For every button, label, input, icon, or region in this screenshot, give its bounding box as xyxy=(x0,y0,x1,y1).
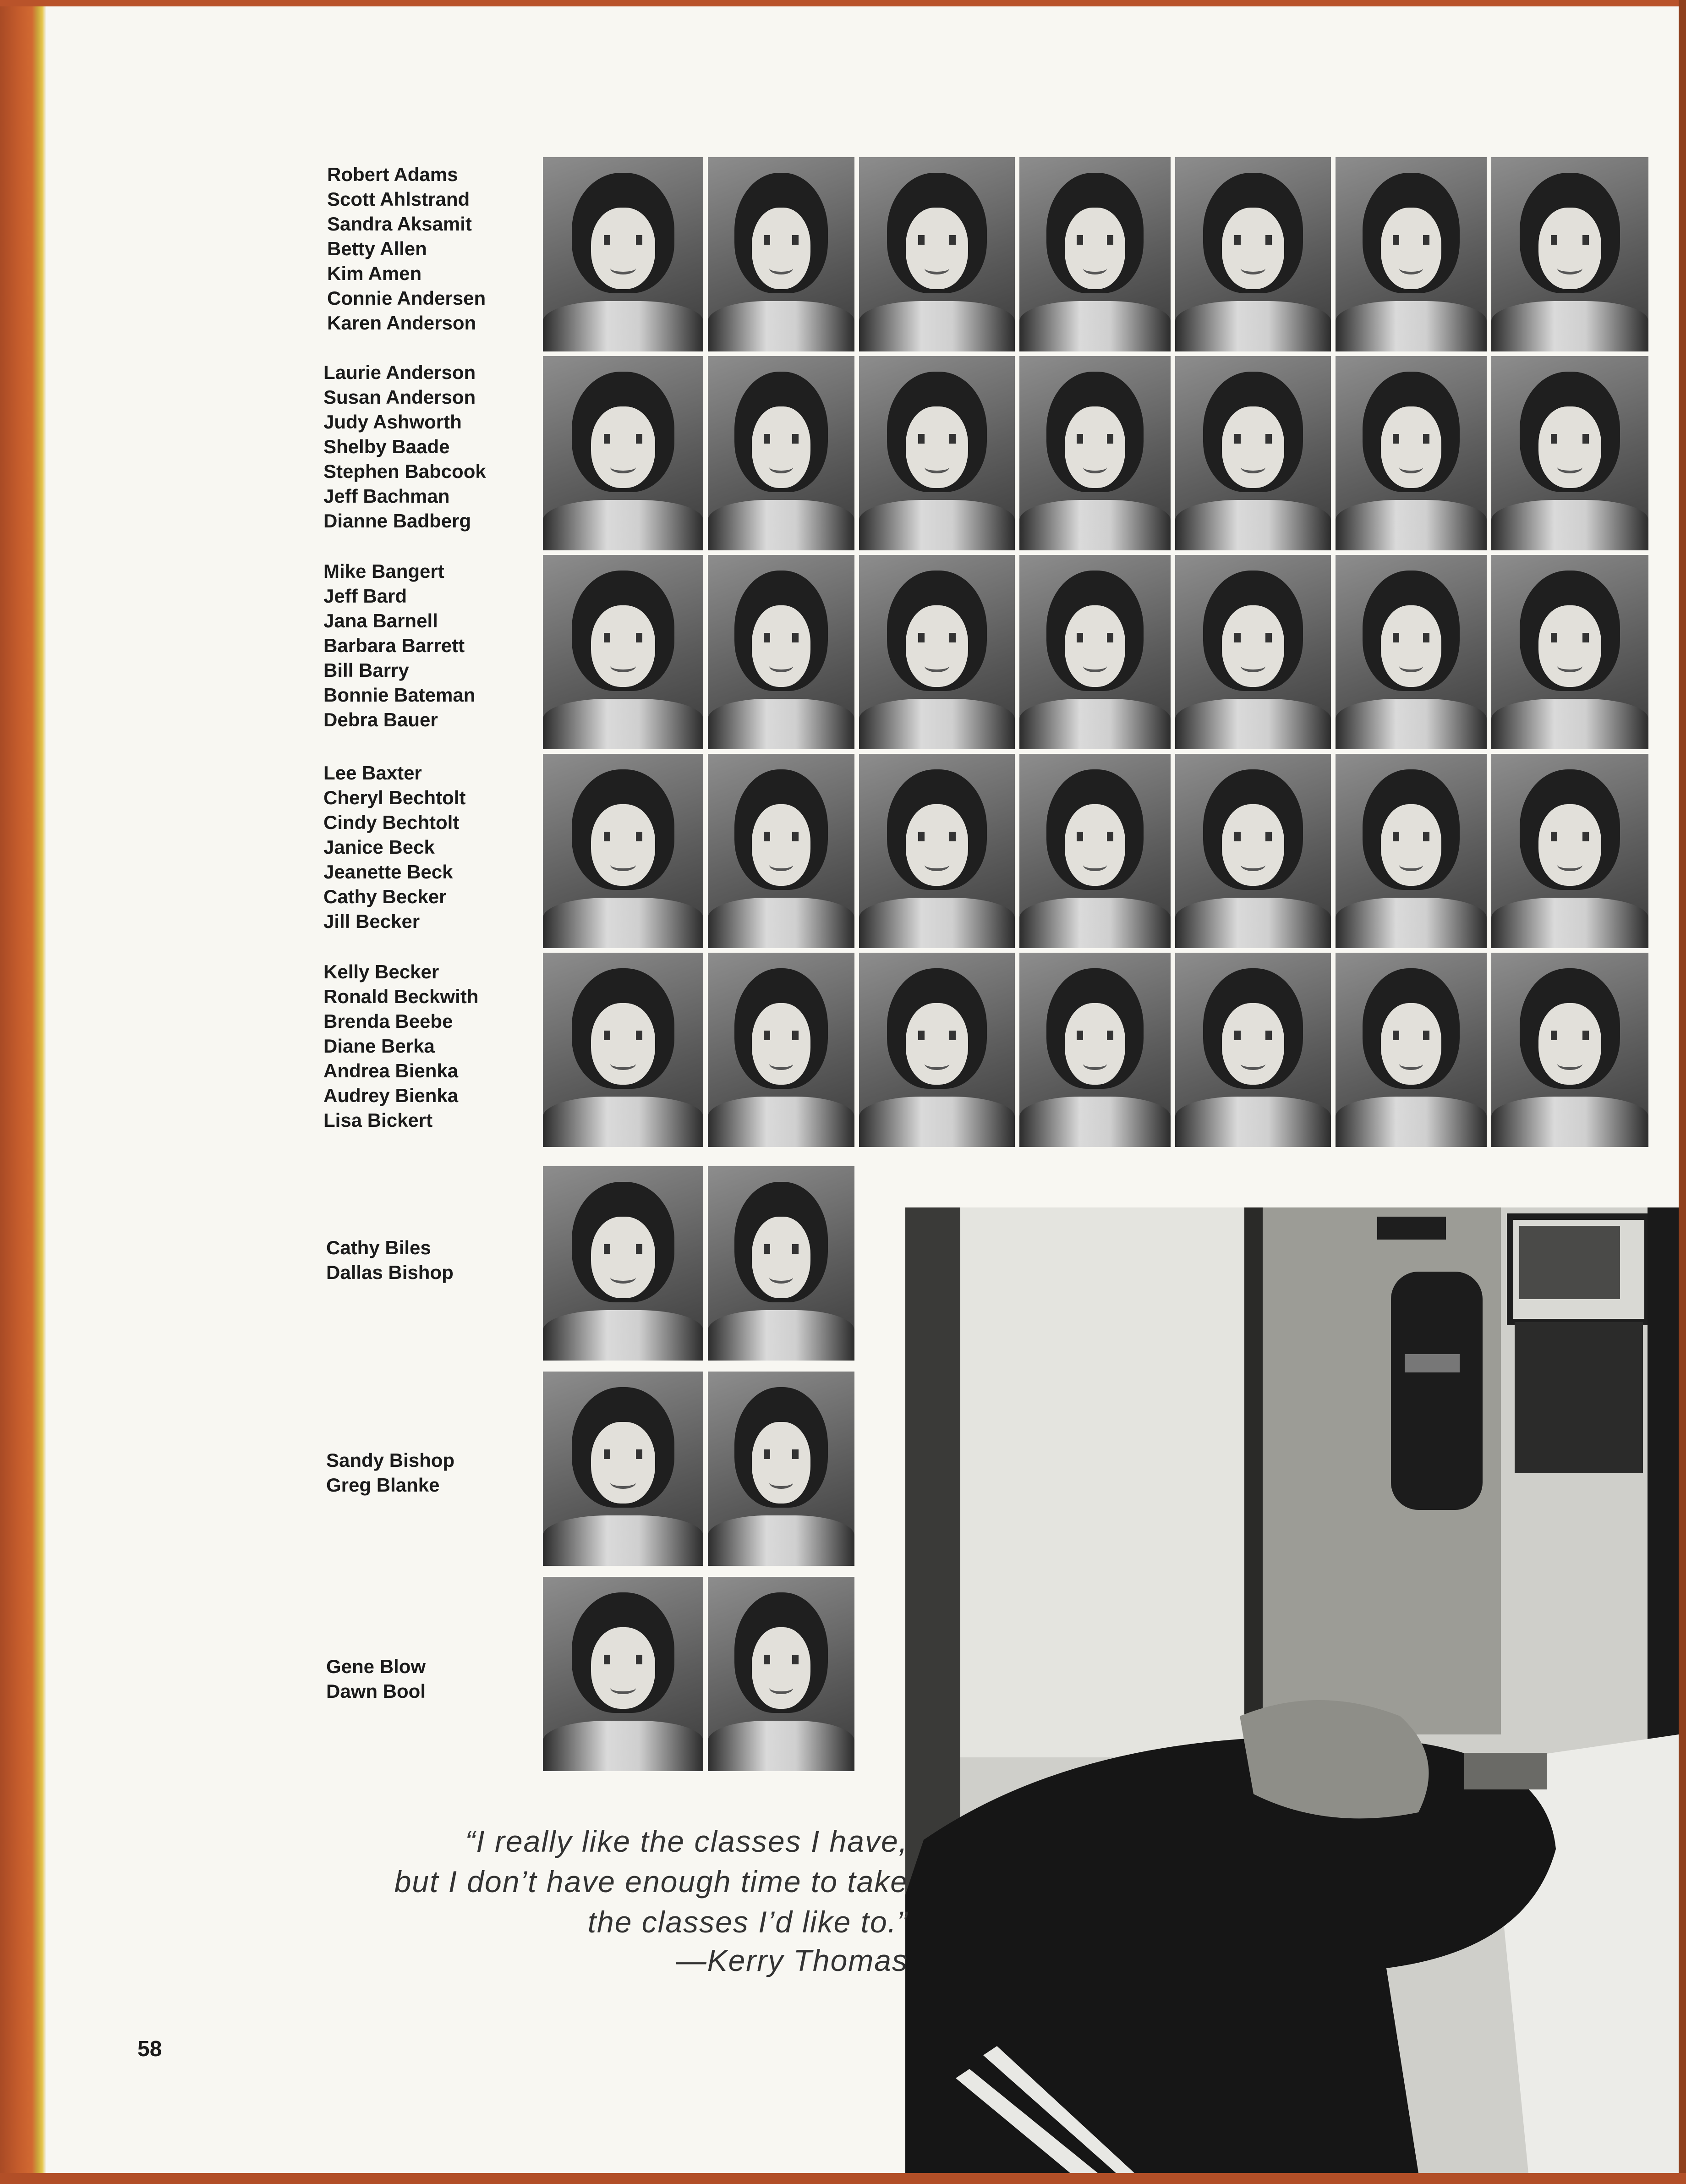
portrait-smile xyxy=(610,859,636,871)
portrait-shirt xyxy=(859,500,1015,550)
student-name: Ronald Beckwith xyxy=(323,986,479,1007)
student-name: Lisa Bickert xyxy=(323,1109,433,1131)
portrait-eyes xyxy=(604,633,642,642)
student-name: Connie Andersen xyxy=(327,287,486,309)
portrait-smile xyxy=(925,859,949,871)
student-name: Susan Anderson xyxy=(323,386,476,408)
portrait-face xyxy=(752,208,810,289)
student-portrait xyxy=(543,555,703,749)
student-portrait xyxy=(1019,157,1171,351)
portrait-eyes xyxy=(604,832,642,841)
portrait-smile xyxy=(769,660,793,672)
portrait-eyes xyxy=(1077,235,1113,245)
portrait-smile xyxy=(610,1058,636,1070)
portrait-shirt xyxy=(708,1097,854,1147)
portrait-eyes xyxy=(1551,235,1588,245)
portrait-eyes xyxy=(1077,1031,1113,1040)
portrait-face xyxy=(752,605,810,687)
student-portrait xyxy=(1019,953,1171,1147)
portrait-shirt xyxy=(708,1515,854,1566)
student-portrait xyxy=(1175,754,1331,948)
student-name: Andrea Bienka xyxy=(323,1060,459,1081)
portrait-smile xyxy=(1241,461,1265,473)
student-name: Audrey Bienka xyxy=(323,1085,459,1106)
portrait-eyes xyxy=(1234,434,1272,444)
student-portrait xyxy=(1336,356,1487,550)
student-portrait xyxy=(543,356,703,550)
portrait-eyes xyxy=(918,434,956,444)
portrait-smile xyxy=(769,1058,793,1070)
portrait-eyes xyxy=(764,1031,799,1040)
portrait-eyes xyxy=(764,235,799,245)
portrait-face xyxy=(906,605,968,687)
portrait-eyes xyxy=(764,832,799,841)
name-list xyxy=(323,559,525,732)
portrait-shirt xyxy=(1336,699,1487,749)
student-portrait xyxy=(1491,157,1648,351)
portrait-face xyxy=(752,1217,810,1298)
portrait-face xyxy=(1381,406,1441,488)
quote-line: “I really like the classes I have, xyxy=(465,1824,908,1858)
student-portrait xyxy=(708,555,854,749)
student-portrait xyxy=(1336,157,1487,351)
portrait-face xyxy=(1538,605,1601,687)
student-name: Laurie Anderson xyxy=(323,362,476,383)
portrait-face xyxy=(752,1003,810,1085)
portrait-shirt xyxy=(1175,500,1331,550)
portrait-eyes xyxy=(1551,832,1588,841)
portrait-shirt xyxy=(708,898,854,948)
portrait-face xyxy=(591,208,655,289)
portrait-eyes xyxy=(764,633,799,642)
portrait-face xyxy=(1065,804,1125,886)
portrait-face xyxy=(1065,208,1125,289)
name-list xyxy=(326,1654,528,1704)
portrait-face xyxy=(1538,208,1601,289)
student-name: Scott Ahlstrand xyxy=(327,188,470,210)
portrait-face xyxy=(752,804,810,886)
student-name: Cathy Biles xyxy=(326,1237,431,1258)
portrait-eyes xyxy=(1077,832,1113,841)
portrait-smile xyxy=(610,262,636,274)
student-portrait xyxy=(543,953,703,1147)
portrait-smile xyxy=(1557,859,1582,871)
portrait-smile xyxy=(1241,660,1265,672)
book-cover-bottom xyxy=(0,2173,1686,2184)
student-name: Kim Amen xyxy=(327,263,422,284)
name-list xyxy=(323,960,525,1133)
portrait-shirt xyxy=(708,1310,854,1361)
portrait-face xyxy=(1381,208,1441,289)
name-list xyxy=(323,360,525,533)
portrait-shirt xyxy=(859,301,1015,351)
portrait-face xyxy=(1222,605,1284,687)
portrait-face xyxy=(1538,1003,1601,1085)
portrait-face xyxy=(591,605,655,687)
student-name: Betty Allen xyxy=(327,238,427,259)
portrait-face xyxy=(1065,1003,1125,1085)
student-portrait xyxy=(708,1372,854,1566)
portrait-shirt xyxy=(859,1097,1015,1147)
portrait-smile xyxy=(1557,660,1582,672)
portrait-eyes xyxy=(918,1031,956,1040)
portrait-shirt xyxy=(1175,898,1331,948)
portrait-face xyxy=(906,406,968,488)
name-list xyxy=(326,1448,528,1498)
name-list xyxy=(326,1235,528,1285)
portrait-face xyxy=(591,804,655,886)
portrait-eyes xyxy=(1551,434,1588,444)
student-portrait xyxy=(1019,754,1171,948)
portrait-shirt xyxy=(1019,898,1171,948)
portrait-shirt xyxy=(1336,1097,1487,1147)
portrait-face xyxy=(1222,1003,1284,1085)
portrait-shirt xyxy=(1336,301,1487,351)
portrait-smile xyxy=(1241,262,1265,274)
student-portrait xyxy=(859,754,1015,948)
student-name: Shelby Baade xyxy=(323,436,450,457)
portrait-eyes xyxy=(918,832,956,841)
portrait-shirt xyxy=(1175,1097,1331,1147)
portrait-shirt xyxy=(1491,1097,1648,1147)
portrait-shirt xyxy=(1336,898,1487,948)
portrait-face xyxy=(1538,406,1601,488)
portrait-eyes xyxy=(918,235,956,245)
portrait-eyes xyxy=(1551,633,1588,642)
student-portrait xyxy=(1491,356,1648,550)
portrait-eyes xyxy=(604,1449,642,1459)
portrait-smile xyxy=(769,461,793,473)
portrait-smile xyxy=(610,461,636,473)
portrait-shirt xyxy=(708,699,854,749)
student-name: Jeanette Beck xyxy=(323,861,453,883)
portrait-shirt xyxy=(1019,301,1171,351)
portrait-smile xyxy=(1557,461,1582,473)
portrait-eyes xyxy=(1077,633,1113,642)
quote-line: the classes I’d like to.” xyxy=(587,1905,908,1939)
portrait-shirt xyxy=(1491,500,1648,550)
portrait-eyes xyxy=(1551,1031,1588,1040)
portrait-face xyxy=(591,1217,655,1298)
portrait-shirt xyxy=(543,1310,703,1361)
student-portrait xyxy=(859,356,1015,550)
portrait-smile xyxy=(610,1476,636,1489)
student-portrait xyxy=(543,1372,703,1566)
student-name: Sandy Bishop xyxy=(326,1449,455,1471)
student-portrait xyxy=(543,1577,703,1771)
portrait-shirt xyxy=(1336,500,1487,550)
portrait-shirt xyxy=(1491,301,1648,351)
portrait-eyes xyxy=(764,1244,799,1254)
portrait-face xyxy=(1222,208,1284,289)
portrait-face xyxy=(1381,1003,1441,1085)
portrait-face xyxy=(1381,605,1441,687)
quote-author: —Kerry Thomas xyxy=(676,1943,908,1977)
portrait-shirt xyxy=(543,1097,703,1147)
portrait-shirt xyxy=(1175,301,1331,351)
student-portrait xyxy=(708,356,854,550)
portrait-face xyxy=(752,1627,810,1709)
student-name: Cindy Bechtolt xyxy=(323,812,460,833)
name-list xyxy=(323,761,525,934)
student-portrait xyxy=(859,953,1015,1147)
student-portrait xyxy=(859,157,1015,351)
student-portrait xyxy=(1491,555,1648,749)
portrait-shirt xyxy=(708,1721,854,1771)
student-name: Diane Berka xyxy=(323,1035,435,1057)
portrait-eyes xyxy=(1393,633,1429,642)
book-cover-right xyxy=(1679,0,1686,2184)
student-portrait xyxy=(543,157,703,351)
student-portrait xyxy=(1175,157,1331,351)
portrait-smile xyxy=(769,1682,793,1694)
portrait-shirt xyxy=(1491,898,1648,948)
portrait-eyes xyxy=(764,434,799,444)
portrait-eyes xyxy=(1393,832,1429,841)
portrait-shirt xyxy=(543,1721,703,1771)
quote-line: but I don’t have enough time to take xyxy=(394,1865,908,1899)
portrait-eyes xyxy=(1234,633,1272,642)
candid-photo xyxy=(905,1207,1679,2173)
portrait-face xyxy=(1065,406,1125,488)
student-portrait xyxy=(1491,953,1648,1147)
student-portrait xyxy=(859,555,1015,749)
portrait-smile xyxy=(769,859,793,871)
portrait-eyes xyxy=(604,1244,642,1254)
portrait-eyes xyxy=(1393,434,1429,444)
portrait-smile xyxy=(1241,1058,1265,1070)
student-portrait xyxy=(543,754,703,948)
portrait-shirt xyxy=(543,898,703,948)
portrait-smile xyxy=(769,1271,793,1284)
portrait-face xyxy=(906,804,968,886)
portrait-shirt xyxy=(859,699,1015,749)
portrait-face xyxy=(1222,804,1284,886)
portrait-shirt xyxy=(543,1515,703,1566)
portrait-eyes xyxy=(918,633,956,642)
student-portrait xyxy=(708,157,854,351)
student-name: Jeff Bachman xyxy=(323,485,450,507)
portrait-smile xyxy=(769,1476,793,1489)
portrait-smile xyxy=(925,1058,949,1070)
student-portrait xyxy=(1491,754,1648,948)
name-list xyxy=(327,162,529,335)
portrait-smile xyxy=(610,1271,636,1284)
portrait-eyes xyxy=(764,1449,799,1459)
student-name: Judy Ashworth xyxy=(323,411,462,433)
portrait-shirt xyxy=(708,500,854,550)
portrait-smile xyxy=(925,660,949,672)
portrait-smile xyxy=(610,660,636,672)
student-portrait xyxy=(1336,555,1487,749)
portrait-face xyxy=(1381,804,1441,886)
book-cover-top xyxy=(0,0,1686,6)
portrait-eyes xyxy=(604,1655,642,1664)
portrait-smile xyxy=(769,262,793,274)
student-name: Gene Blow xyxy=(326,1656,426,1677)
portrait-shirt xyxy=(708,301,854,351)
portrait-shirt xyxy=(1175,699,1331,749)
student-name: Greg Blanke xyxy=(326,1474,440,1496)
student-name: Robert Adams xyxy=(327,164,458,185)
portrait-shirt xyxy=(543,699,703,749)
portrait-shirt xyxy=(1491,699,1648,749)
student-portrait xyxy=(708,754,854,948)
student-name: Mike Bangert xyxy=(323,560,444,582)
portrait-face xyxy=(591,406,655,488)
student-portrait xyxy=(1336,953,1487,1147)
student-name: Jeff Bard xyxy=(323,585,407,607)
portrait-smile xyxy=(1557,1058,1582,1070)
portrait-smile xyxy=(925,461,949,473)
portrait-face xyxy=(1065,605,1125,687)
portrait-eyes xyxy=(1077,434,1113,444)
student-name: Jana Barnell xyxy=(323,610,438,631)
portrait-eyes xyxy=(1234,1031,1272,1040)
portrait-eyes xyxy=(764,1655,799,1664)
portrait-eyes xyxy=(604,1031,642,1040)
student-portrait xyxy=(1175,555,1331,749)
student-name: Stephen Babcook xyxy=(323,461,486,482)
student-name: Bonnie Bateman xyxy=(323,684,476,706)
portrait-smile xyxy=(925,262,949,274)
student-name: Karen Anderson xyxy=(327,312,476,334)
student-portrait xyxy=(1175,953,1331,1147)
portrait-face xyxy=(591,1627,655,1709)
student-name: Barbara Barrett xyxy=(323,635,465,656)
portrait-eyes xyxy=(1393,1031,1429,1040)
student-name: Dawn Bool xyxy=(326,1680,426,1702)
student-name: Dallas Bishop xyxy=(326,1262,454,1283)
portrait-shirt xyxy=(1019,500,1171,550)
page-number: 58 xyxy=(137,2037,162,2061)
student-name: Brenda Beebe xyxy=(323,1010,453,1032)
book-binding-left xyxy=(0,0,46,2184)
student-portrait xyxy=(1019,356,1171,550)
student-portrait xyxy=(708,1166,854,1361)
portrait-face xyxy=(591,1422,655,1504)
student-portrait xyxy=(1175,356,1331,550)
student-portrait xyxy=(708,953,854,1147)
portrait-shirt xyxy=(543,500,703,550)
student-name: Jill Becker xyxy=(323,911,420,932)
student-name: Kelly Becker xyxy=(323,961,439,982)
candid-photo-drawing xyxy=(905,1207,1679,2173)
portrait-eyes xyxy=(604,434,642,444)
portrait-face xyxy=(752,406,810,488)
portrait-face xyxy=(752,1422,810,1504)
student-name: Bill Barry xyxy=(323,659,409,681)
portrait-shirt xyxy=(543,301,703,351)
student-portrait xyxy=(708,1577,854,1771)
portrait-eyes xyxy=(604,235,642,245)
portrait-eyes xyxy=(1234,235,1272,245)
quote-text xyxy=(238,1821,908,1942)
portrait-eyes xyxy=(1234,832,1272,841)
portrait-smile xyxy=(1557,262,1582,274)
student-name: Dianne Badberg xyxy=(323,510,471,532)
student-name: Cheryl Bechtolt xyxy=(323,787,466,808)
portrait-face xyxy=(906,1003,968,1085)
portrait-shirt xyxy=(1019,699,1171,749)
portrait-face xyxy=(591,1003,655,1085)
portrait-shirt xyxy=(1019,1097,1171,1147)
student-name: Debra Bauer xyxy=(323,709,438,730)
portrait-eyes xyxy=(1393,235,1429,245)
student-portrait xyxy=(1336,754,1487,948)
student-portrait xyxy=(543,1166,703,1361)
portrait-smile xyxy=(1241,859,1265,871)
student-name: Lee Baxter xyxy=(323,762,422,784)
student-name: Cathy Becker xyxy=(323,886,447,907)
portrait-face xyxy=(906,208,968,289)
student-name: Janice Beck xyxy=(323,836,435,858)
student-name: Sandra Aksamit xyxy=(327,213,472,235)
portrait-shirt xyxy=(859,898,1015,948)
student-portrait xyxy=(1019,555,1171,749)
portrait-smile xyxy=(610,1682,636,1694)
portrait-face xyxy=(1222,406,1284,488)
yearbook-page xyxy=(46,6,1679,2173)
portrait-face xyxy=(1538,804,1601,886)
